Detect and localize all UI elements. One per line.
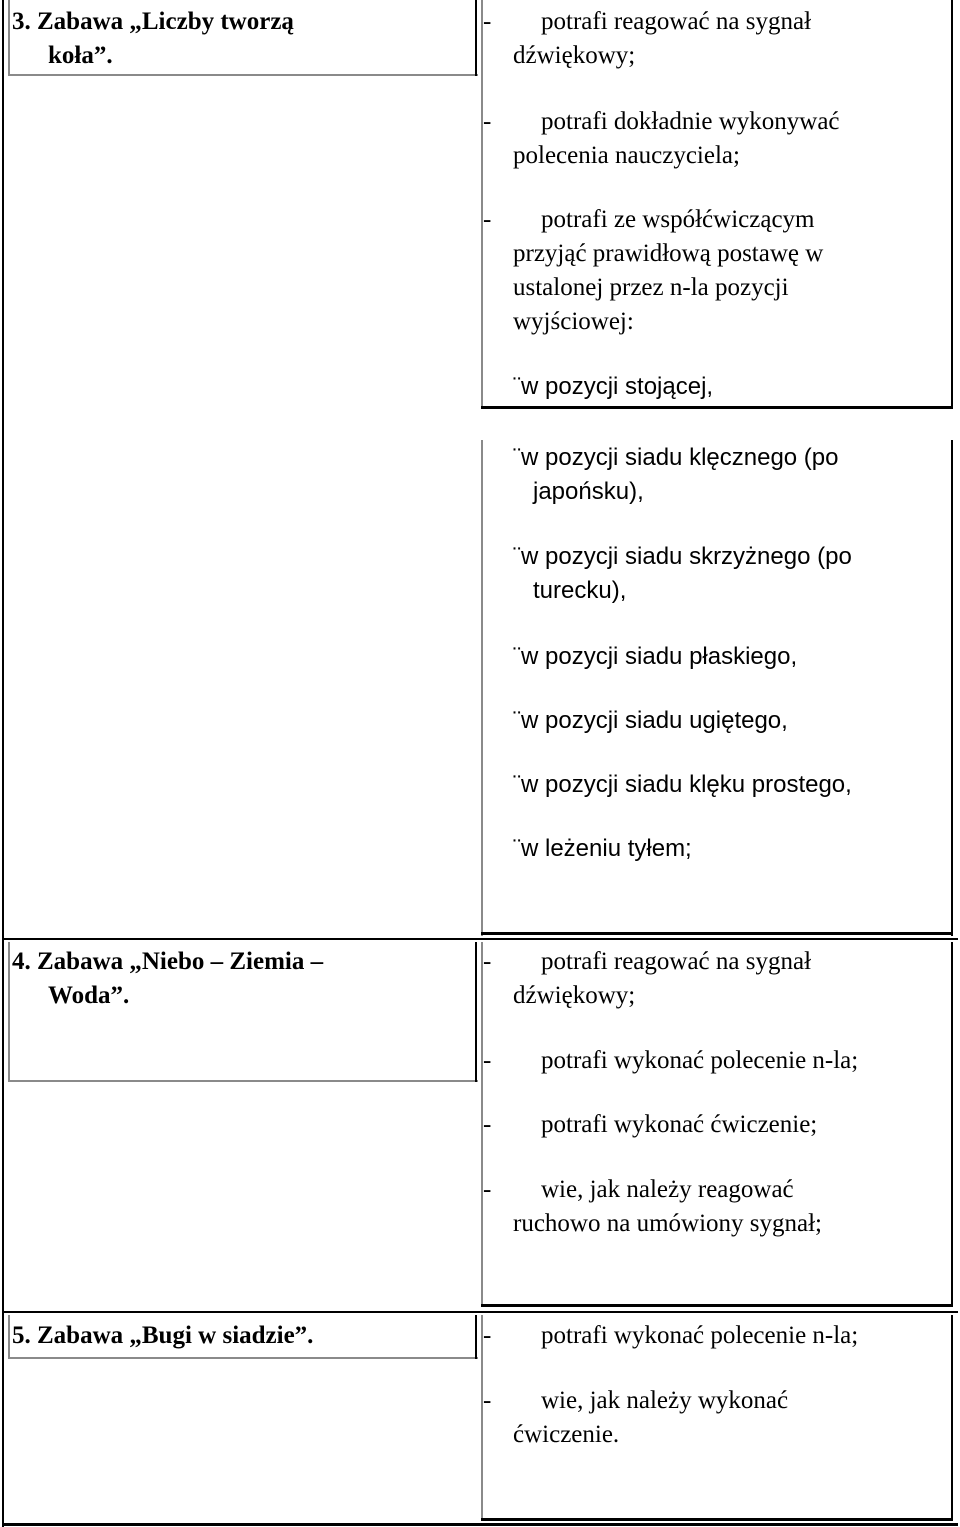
row4-title-frame-bottom xyxy=(8,1080,478,1082)
row3-activity-title-cont: koła”. xyxy=(48,42,113,69)
row3-title-frame-bottom xyxy=(8,74,478,76)
row3-title-frame-right xyxy=(475,0,477,76)
row4-item3-dash: - xyxy=(483,1111,492,1138)
row4-title-frame-right xyxy=(475,942,477,1082)
row3-positions-frame-left xyxy=(481,440,483,936)
row3-item1-dash: - xyxy=(483,8,492,35)
row3-item3-text-cont: wyjściowej: xyxy=(513,308,634,335)
row4-items-frame-bottom xyxy=(481,1304,953,1307)
row3-item3-text: potrafi ze współćwiczącym xyxy=(541,206,815,233)
row3-item2-text: potrafi dokładnie wykonywać xyxy=(541,108,840,135)
row4-activity-title: 4. Zabawa „Niebo – Ziemia – xyxy=(12,948,324,975)
row-separator-4-5 xyxy=(2,1311,958,1313)
row4-item1-dash: - xyxy=(483,948,492,975)
position-item: ¨w pozycji stojącej, xyxy=(513,373,714,400)
position-item-cont: japońsku), xyxy=(533,478,644,505)
table-bottom-border xyxy=(2,1523,958,1526)
row5-item2-dash: - xyxy=(483,1387,492,1414)
position-item-cont: turecku), xyxy=(533,577,627,604)
row3-items-frame-right xyxy=(951,0,953,409)
row-separator-3-4 xyxy=(2,938,958,940)
row5-item1-text: potrafi wykonać polecenie n-la; xyxy=(541,1322,859,1349)
row3-item3-dash: - xyxy=(483,206,492,233)
row3-item3-text-cont: przyjąć prawidłową postawę w xyxy=(513,240,824,267)
position-item: ¨w pozycji siadu płaskiego, xyxy=(513,643,798,670)
position-item: ¨w pozycji siadu klęku prostego, xyxy=(513,771,852,798)
row4-item1-text: potrafi reagować na sygnał xyxy=(541,948,812,975)
row3-positions-frame-bottom xyxy=(481,932,953,935)
row3-item1-text-cont: dźwiękowy; xyxy=(513,42,636,69)
row4-activity-title-cont: Woda”. xyxy=(48,982,130,1009)
row4-item4-dash: - xyxy=(483,1176,492,1203)
row3-item1-text: potrafi reagować na sygnał xyxy=(541,8,812,35)
position-item: ¨w leżeniu tyłem; xyxy=(513,835,692,862)
position-item: ¨w pozycji siadu ugiętego, xyxy=(513,707,788,734)
row5-title-frame-bottom xyxy=(8,1357,478,1359)
row3-title-frame-left xyxy=(8,0,10,76)
row3-item2-text-cont: polecenia nauczyciela; xyxy=(513,142,740,169)
row3-item2-dash: - xyxy=(483,108,492,135)
row4-items-frame-right xyxy=(951,942,953,1307)
position-item: ¨w pozycji siadu klęcznego (po xyxy=(513,444,839,471)
row5-items-frame-right xyxy=(951,1315,953,1521)
row5-title-frame-right xyxy=(475,1315,477,1359)
row5-item1-dash: - xyxy=(483,1322,492,1349)
row4-item1-text-cont: dźwiękowy; xyxy=(513,982,636,1009)
row4-item2-dash: - xyxy=(483,1047,492,1074)
row5-item2-text: wie, jak należy wykonać xyxy=(541,1387,789,1414)
row3-items-frame-bottom xyxy=(481,406,953,409)
row4-item3-text: potrafi wykonać ćwiczenie; xyxy=(541,1111,818,1138)
row3-item3-text-cont: ustalonej przez n-la pozycji xyxy=(513,274,789,301)
table-left-border xyxy=(2,0,4,1527)
row4-item2-text: potrafi wykonać polecenie n-la; xyxy=(541,1047,859,1074)
row4-item4-text-cont: ruchowo na umówiony sygnał; xyxy=(513,1210,822,1237)
row5-item2-text-cont: ćwiczenie. xyxy=(513,1421,620,1448)
row4-title-frame-left xyxy=(8,942,10,1082)
row4-item4-text: wie, jak należy reagować xyxy=(541,1176,794,1203)
row3-activity-title: 3. Zabawa „Liczby tworzą xyxy=(12,8,294,35)
row3-positions-frame-right xyxy=(951,440,953,936)
row5-title-frame-left xyxy=(8,1315,10,1359)
position-item: ¨w pozycji siadu skrzyżnego (po xyxy=(513,543,852,570)
row5-activity-title: 5. Zabawa „Bugi w siadzie”. xyxy=(12,1322,314,1349)
row5-items-frame-bottom xyxy=(481,1518,953,1521)
